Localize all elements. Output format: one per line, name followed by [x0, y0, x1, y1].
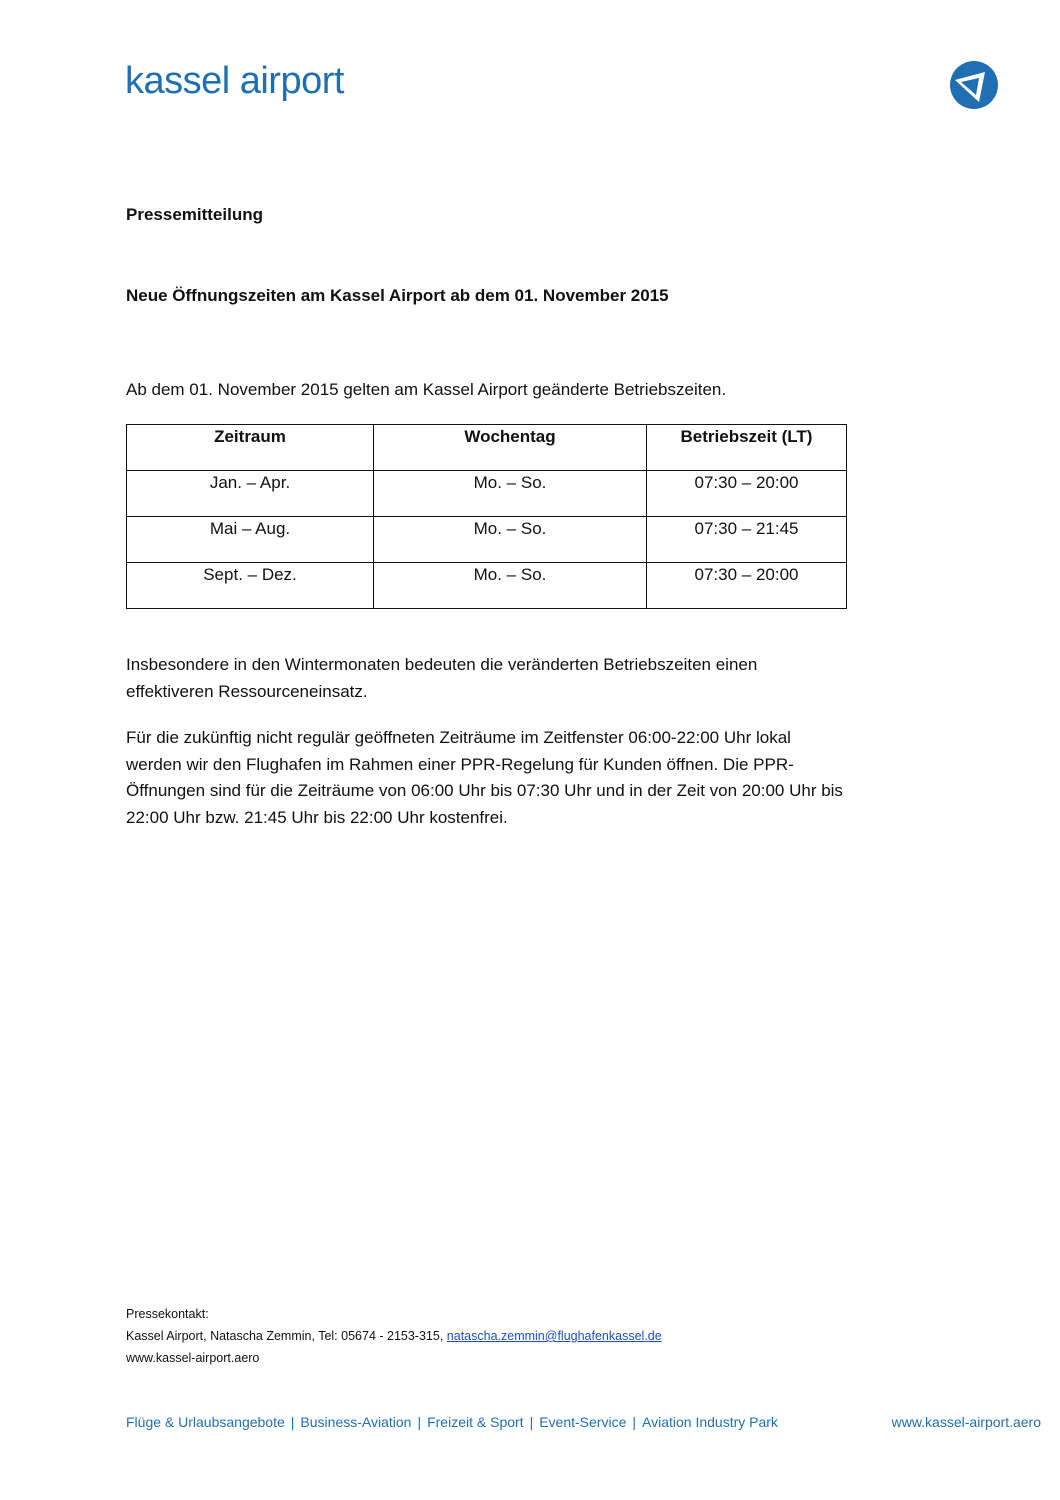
- table-row: [127, 517, 847, 563]
- headline: Neue Öffnungszeiten am Kassel Airport ab dem 01. November 2015: [126, 286, 669, 305]
- table-cell: 07:30 – 21:45: [647, 517, 847, 563]
- press-contact: [126, 1303, 662, 1369]
- table-cell: Mo. – So.: [374, 471, 647, 517]
- header-zeitraum: Zeitraum: [127, 425, 374, 471]
- contact-email-link[interactable]: natascha.zemmin@flughafenkassel.de: [446, 1329, 662, 1343]
- footer-link-business-aviation[interactable]: Business-Aviation: [300, 1414, 412, 1430]
- table-header-row: [127, 425, 847, 471]
- contact-line: [126, 1325, 662, 1347]
- contact-label: Pressekontakt:: [126, 1307, 209, 1321]
- table-cell: 07:30 – 20:00: [647, 471, 847, 517]
- footer-link-freizeit[interactable]: Freizeit & Sport: [427, 1414, 524, 1430]
- footer-separator: |: [290, 1414, 295, 1430]
- footer-link-event-service[interactable]: Event-Service: [539, 1414, 627, 1430]
- footer-link-industry-park[interactable]: Aviation Industry Park: [642, 1414, 778, 1430]
- header-wochentag: Wochentag: [374, 425, 647, 471]
- logo: [125, 62, 344, 100]
- airport-logo-icon: [949, 60, 999, 110]
- contact-details: Kassel Airport, Natascha Zemmin, Tel: 05674 - 2153-315,: [126, 1329, 444, 1343]
- footer-website-link[interactable]: www.kassel-airport.aero: [891, 1414, 1041, 1430]
- contact-website: www.kassel-airport.aero: [126, 1351, 260, 1365]
- footer-separator: |: [417, 1414, 422, 1430]
- body-paragraph-2: Für die zukünftig nicht regulär geöffneten Zeiträume im Zeitfenster 06:00-22:00 Uhr lokal werden wir den Flughafen im Rahmen einer PPR-Regelung für Kunden öffnen. Die PPR-Öffnungen sind für die Zeiträume von 06:00 Uhr bis 07:30 Uhr und in der Zeit von 20:00 Uhr bis 22:00 Uhr bzw. 21:45 Uhr bis 22:00 Uhr kostenfrei.: [126, 728, 843, 827]
- body-paragraph-1: Insbesondere in den Wintermonaten bedeuten die veränderten Betriebszeiten einen effektiveren Ressourceneinsatz.: [126, 655, 758, 701]
- table-cell: Mo. – So.: [374, 517, 647, 563]
- table-cell: Jan. – Apr.: [127, 471, 374, 517]
- table-row: [127, 471, 847, 517]
- header-betriebszeit: Betriebszeit (LT): [647, 425, 847, 471]
- operating-hours-table: [126, 424, 847, 609]
- table-cell: Mo. – So.: [374, 563, 647, 609]
- logo-word-airport: airport: [239, 60, 344, 102]
- table-cell: Sept. – Dez.: [127, 563, 374, 609]
- footer-separator: |: [632, 1414, 637, 1430]
- footer-nav: [126, 1414, 1041, 1430]
- intro-text: Ab dem 01. November 2015 gelten am Kassel Airport geänderte Betriebszeiten.: [126, 380, 727, 399]
- logo-word-kassel: kassel: [125, 60, 230, 102]
- footer-separator: |: [529, 1414, 534, 1430]
- table-row: [127, 563, 847, 609]
- document-type: Pressemitteilung: [126, 205, 263, 224]
- table-cell: 07:30 – 20:00: [647, 563, 847, 609]
- footer-link-fluege[interactable]: Flüge & Urlaubsangebote: [126, 1414, 285, 1430]
- table-cell: Mai – Aug.: [127, 517, 374, 563]
